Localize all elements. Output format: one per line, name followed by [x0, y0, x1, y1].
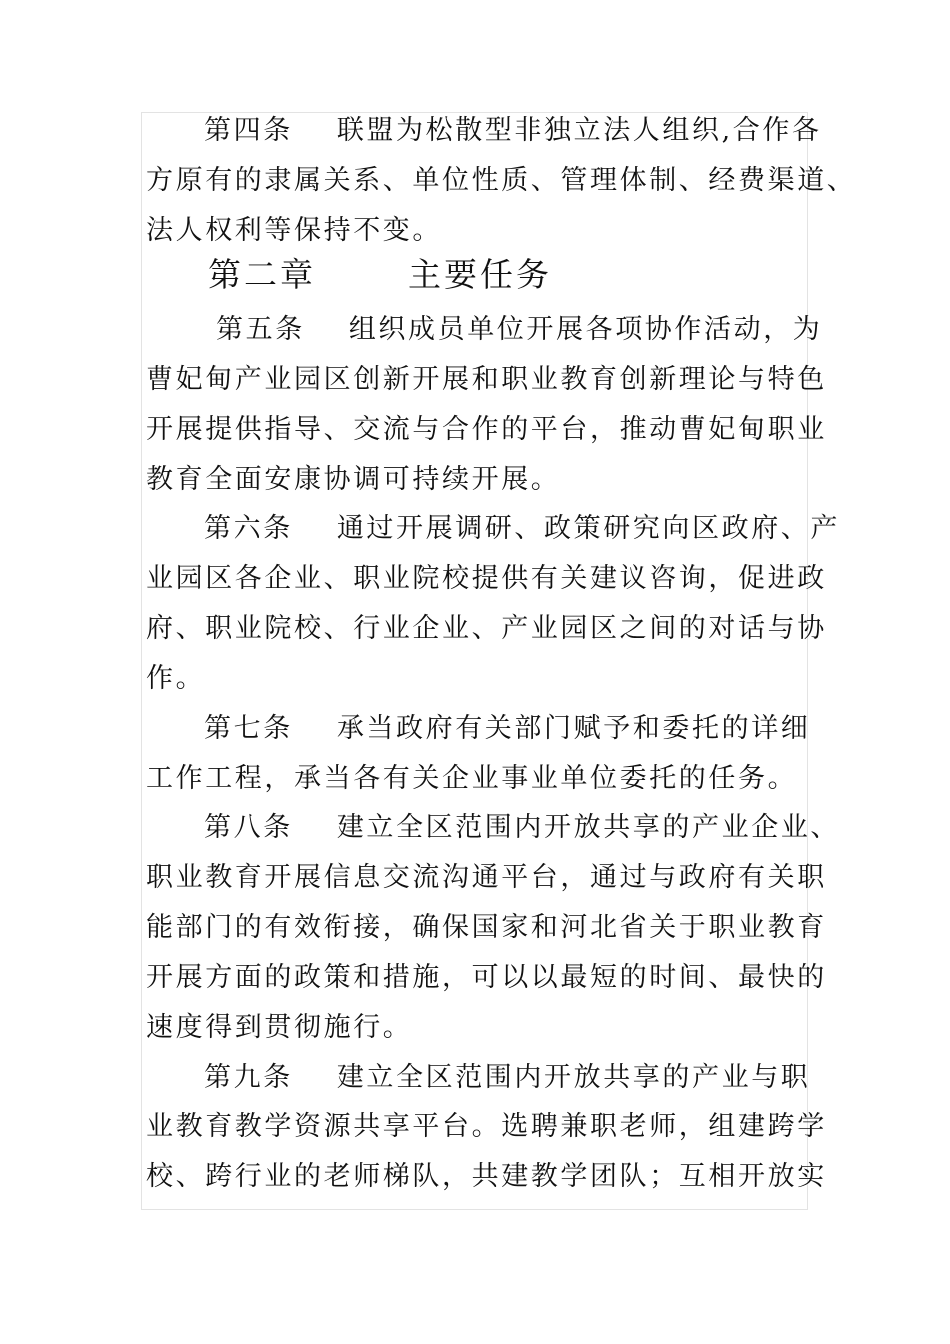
article-5-label: 第五条: [216, 314, 305, 345]
article-4-text: 联盟为松散型非独立法人组织,合作各: [336, 115, 822, 146]
article-9-line-2: 业教育教学资源共享平台。选聘兼职老师，组建跨学: [146, 1111, 827, 1142]
chapter-title: 主要任务: [408, 255, 552, 294]
article-9-line-1: [204, 1053, 810, 1103]
article-7-label: 第七条: [204, 713, 293, 744]
article-7-line-2: 工作工程，承当各有关企业事业单位委托的任务。: [146, 763, 798, 794]
article-8-line-5: 速度得到贯彻施行。: [146, 1012, 413, 1043]
article-6-line-2: 业园区各企业、职业院校提供有关建议咨询，促进政: [146, 563, 827, 594]
article-6-line-3: 府、职业院校、行业企业、产业园区之间的对话与协: [146, 613, 827, 644]
article-6-line-4: 作。: [146, 663, 206, 694]
article-7-text: 承当政府有关部门赋予和委托的详细: [336, 713, 811, 744]
article-5-text: 组织成员单位开展各项协作活动，为: [348, 314, 823, 345]
article-8-line-1: [204, 803, 840, 853]
article-9-label: 第九条: [204, 1062, 293, 1093]
article-4-line-1: [204, 106, 822, 156]
article-5-line-3: 开展提供指导、交流与合作的平台，推动曹妃甸职业: [146, 414, 827, 445]
article-8-text: 建立全区范围内开放共享的产业企业、: [336, 812, 841, 843]
article-4-line-3: 法人权利等保持不变。: [146, 215, 442, 246]
article-5-line-4: 教育全面安康协调可持续开展。: [146, 464, 561, 495]
article-4-label: 第四条: [204, 115, 293, 146]
article-5-line-1: [216, 305, 822, 355]
article-8-label: 第八条: [204, 812, 293, 843]
article-9-text: 建立全区范围内开放共享的产业与职: [336, 1062, 811, 1093]
article-7-line-1: [204, 704, 810, 754]
article-9-line-3: 校、跨行业的老师梯队，共建教学团队；互相开放实: [146, 1161, 827, 1192]
article-8-line-3: 能部门的有效衔接，确保国家和河北省关于职业教育: [146, 912, 827, 943]
article-5-line-2: 曹妃甸产业园区创新开展和职业教育创新理论与特色: [146, 364, 827, 395]
article-8-line-2: 职业教育开展信息交流沟通平台，通过与政府有关职: [146, 862, 827, 893]
article-6-text: 通过开展调研、政策研究向区政府、产: [336, 513, 841, 544]
article-6-line-1: [204, 504, 840, 554]
article-6-label: 第六条: [204, 513, 293, 544]
chapter-heading: [208, 250, 552, 300]
chapter-label: 第二章: [208, 255, 316, 294]
article-8-line-4: 开展方面的政策和措施，可以以最短的时间、最快的: [146, 962, 827, 993]
article-4-line-2: 方原有的隶属关系、单位性质、管理体制、经费渠道、: [146, 165, 857, 196]
